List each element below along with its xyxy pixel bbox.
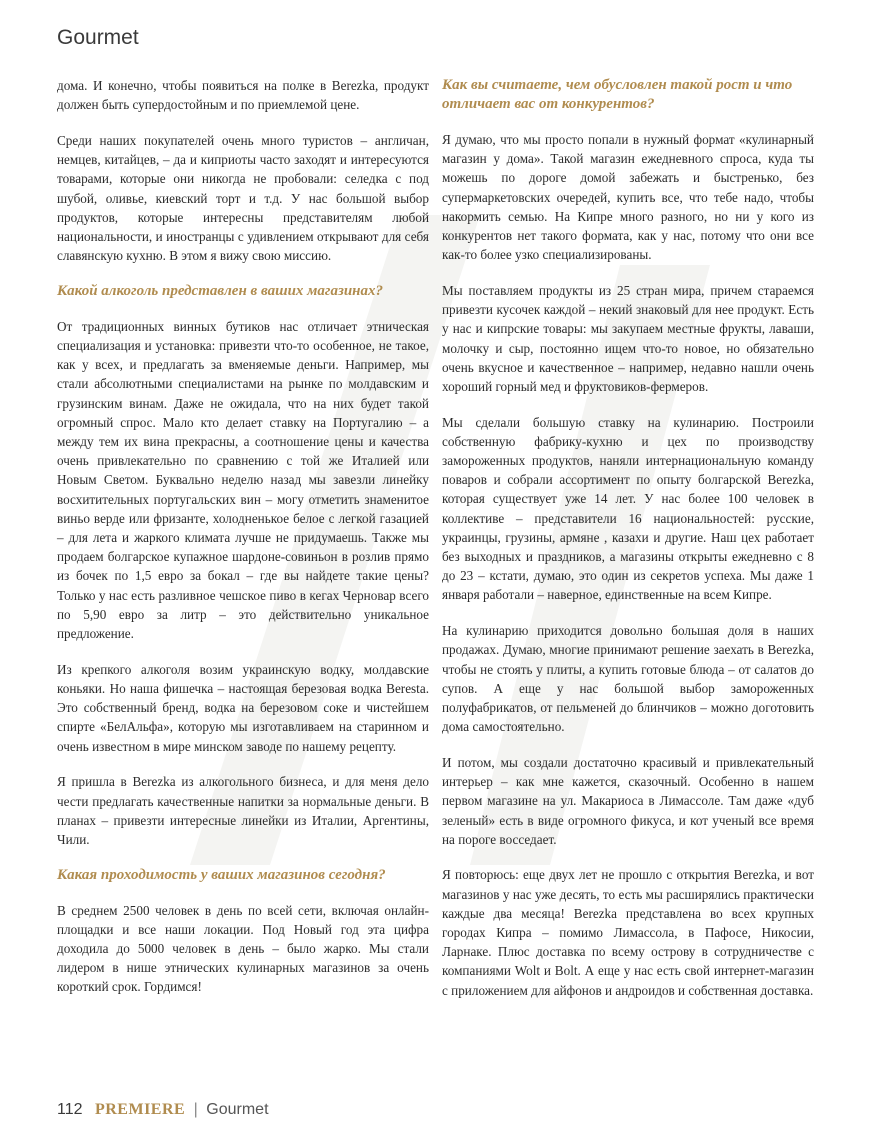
paragraph: Я думаю, что мы просто попали в нужный формат «кулинарный магазин у дома». Такой магазин ежедневного спроса, куда ты можешь по дороге домой забежать и быстренько, без супермаркетовских очередей, купить все, что тебе надо, чтобы накормить семью. На Кипре много разного, но ни у кого из конкурентов нет такого формата, как у нас, потому что они все как-то более узко специализированы. (442, 132, 814, 263)
paragraph: И потом, мы создали достаточно красивый и привлекательный интерьер – как мне кажется, сказочный. Особенно в нашем первом магазине на ул. Макариоса в Лимассоле. Там даже «дуб зеленый» есть в виде огромного фикуса, и кот ученый все время на пороге восседает. (442, 754, 814, 847)
footer-section: Gourmet (206, 1101, 269, 1118)
paragraph: От традиционных винных бутиков нас отличает этническая специализация и установка: привезти что-то особенное, не такое, как у всех, и предлагать за вменяемые деньги. Например, мы стали абсолютными специалистами на рынке по молдавским и грузинским винам. Даже не ожидала, что на них будет такой огромный спрос. Мало кто делает ставку на Португалию – а между тем их вина прекрасны, а соотношение цены и качества очень привлекательно по сравнению с той же Италией или Новым Светом. Буквально неделю назад мы завезли линейку восхитительных португальских вин – могу отметить знаменитое виньо верде или фризанте, холодненькое белое с легкой газацией – для лета и жаркого климата лучше не придумаешь. Также мы продаем болгарское купажное шардоне-совиньон в розлив прямо из бочек по 1,5 евро за бокал – где вы найдете такие цены? Только у нас есть разливное чешское пиво в кегах Черновар всего по 5,90 евро за литр – это действительно уникальное предложение. (57, 318, 429, 642)
question-heading: Какая проходимость у ваших магазинов сегодня? (57, 866, 386, 883)
paragraph: Из крепкого алкоголя возим украинскую водку, молдавские коньяки. Но наша фишечка – настоящая березовая водка Beresta. Это собственный бренд, водка на березовом соке и чистейшем спирте «БелАльфа», которую мы изготавливаем на старинном и очень известном в мире минском заводе по нашему рецепту. (57, 661, 429, 754)
paragraph: дома. И конечно, чтобы появиться на полке в Berezka, продукт должен быть супердостойным и по приемлемой цене. (57, 78, 429, 113)
paragraph: Мы сделали большую ставку на кулинарию. Построили собственную фабрику-кухню и цех по производству замороженных продуктов, наняли интернациональную команду поваров и собрали ассортимент по опыту болгарской Berezka, которая существует уже 14 лет. У нас более 100 человек в коллективе – представители 16 национальностей: русские, украинцы, грузины, армяне , казахи и другие. Наш цех работает без выходных и праздников, а магазины открыты ежедневно с 8 до 23 – кстати, думаю, это один из секретов успеха. Мы даже 1 января работали – наверное, единственные на всем Кипре. (442, 414, 814, 603)
page-number: 112 (57, 1101, 83, 1118)
page-footer (57, 1101, 269, 1119)
paragraph: В среднем 2500 человек в день по всей сети, включая онлайн-площадки и все наши локации. Под Новый год эта цифра доходила до 5000 человек в день – было жарко. Мы стали лидером в нише этнических кулинарных магазинов за очень короткий срок. Гордимся! (57, 902, 429, 995)
left-column (57, 76, 429, 1013)
paragraph: На кулинарию приходится довольно большая доля в наших продажах. Думаю, многие принимают решение заехать в Berezka, чтобы не стоять у плиты, а купить готовые блюда – от салатов до супов. А еще у нас большой выбор замороженных полуфабрикатов, от пельменей до блинчиков – можно доготовить дома самостоятельно. (442, 623, 814, 735)
right-column (442, 76, 814, 1016)
question-heading: Какой алкоголь представлен в ваших магазинах? (57, 282, 383, 299)
paragraph: Я пришла в Berezka из алкогольного бизнеса, и для меня дело чести предлагать качественные напитки за нормальные деньги. В планах – привезти интересные линейки из Италии, Аргентины, Чили. (57, 774, 429, 847)
footer-separator: | (193, 1101, 198, 1118)
paragraph: Я повторюсь: еще двух лет не прошло с открытия Berezka, и вот магазинов у нас уже десять, то есть мы расширялись практически каждые два месяца! Berezka представлена во всех крупных городах Кипра – помимо Лимассола, в Пафосе, Никосии, Ларнаке. Плюс доставка по всему острову в сотрудничестве с компаниями Wolt и Bolt. А еще у нас есть свой интернет-магазин с приложением для айфонов и андроидов и собственная доставка. (442, 867, 814, 998)
magazine-brand: PREMIERE (94, 1101, 186, 1118)
section-header: Gourmet (57, 26, 139, 49)
paragraph: Среди наших покупателей очень много туристов – англичан, немцев, китайцев, – да и киприоты часто заходят и интересуются товарами, которые они никогда не пробовали: селедка с под шубой, оливье, киевский торт и т.д. У нас большой выбор продуктов, которые интересны представителям любой национальности, и иностранцы с удивлением открывают для себя славянскую кухню. В этом я вижу свою миссию. (57, 132, 429, 264)
question-heading: Как вы считаете, чем обусловлен такой рост и что отличает вас от конкурентов? (442, 77, 793, 112)
paragraph: Мы поставляем продукты из 25 стран мира, причем стараемся привезти кусочек каждой – некий знаковый для нее продукт. Есть у нас и кипрские товары: мы закупаем местные фрукты, лаваши, молочку и сыр, постоянно ищем что-то новое, но обязательно очень вкусное и качественное – например, недавно нашли очень хороший горный мед и фруктовиков-фермеров. (442, 282, 814, 394)
